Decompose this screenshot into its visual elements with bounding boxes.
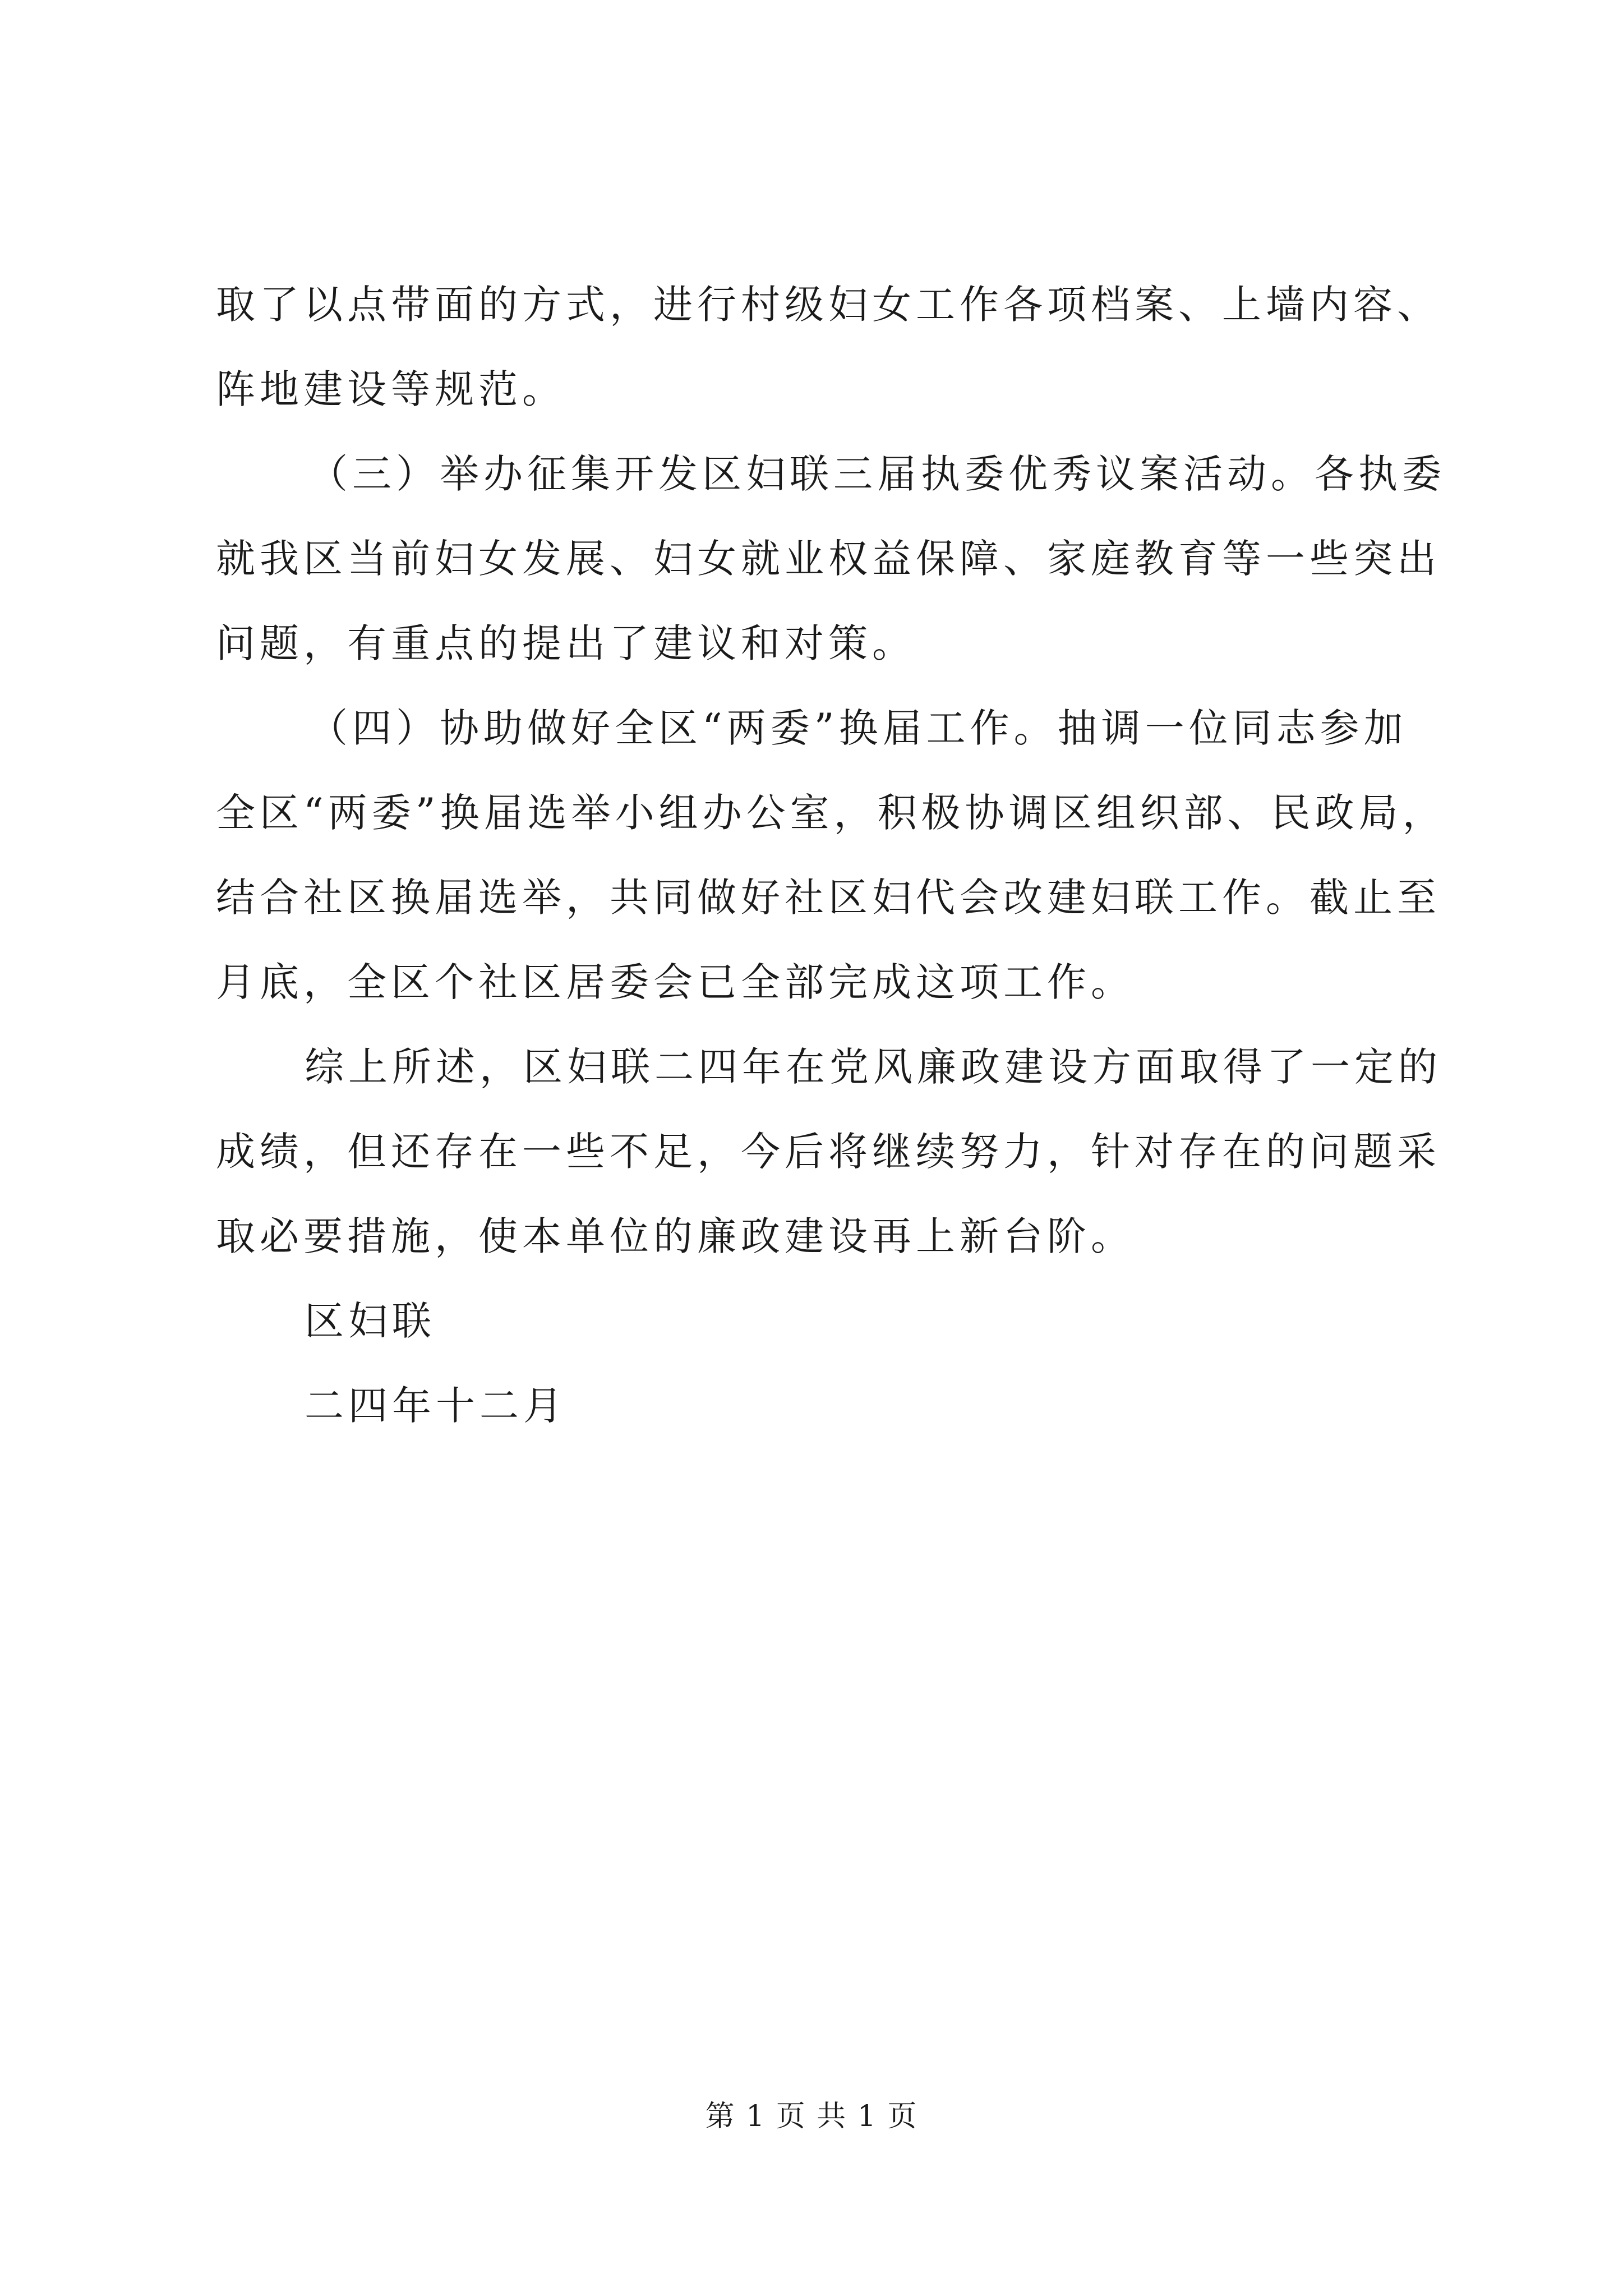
section-heading-line: （三）举办征集开发区妇联三届执委优秀议案活动。各执委 — [308, 451, 1446, 497]
body-line: 取了以点带面的方式，进行村级妇女工作各项档案、上墙内容、 — [216, 282, 1441, 328]
body-line: 就我区当前妇女发展、妇女就业权益保障、家庭教育等一些突出 — [216, 536, 1441, 582]
signature-org: 区妇联 — [305, 1298, 436, 1344]
body-line: 阵地建设等规范。 — [216, 366, 566, 412]
body-line: 月底，全区个社区居委会已全部完成这项工作。 — [216, 959, 1135, 1005]
body-line: 成绩，但还存在一些不足，今后将继续努力，针对存在的问题采 — [216, 1129, 1441, 1175]
body-line: 取必要措施，使本单位的廉政建设再上新台阶。 — [216, 1213, 1135, 1259]
body-line: 结合社区换届选举，共同做好社区妇代会改建妇联工作。截止至 — [216, 875, 1441, 921]
document-body — [216, 263, 1446, 1448]
page-footer: 第 1 页 共 1 页 — [705, 2100, 918, 2133]
body-line: 问题，有重点的提出了建议和对策。 — [216, 620, 916, 666]
section-heading-line: （四）协助做好全区“两委”换届工作。抽调一位同志参加 — [308, 705, 1408, 751]
signature-date: 二四年十二月 — [305, 1383, 567, 1429]
summary-line: 综上所述，区妇联二四年在党风廉政建设方面取得了一定的 — [305, 1044, 1442, 1090]
body-line: 全区“两委”换届选举小组办公室，积极协调区组织部、民政局， — [216, 790, 1446, 836]
